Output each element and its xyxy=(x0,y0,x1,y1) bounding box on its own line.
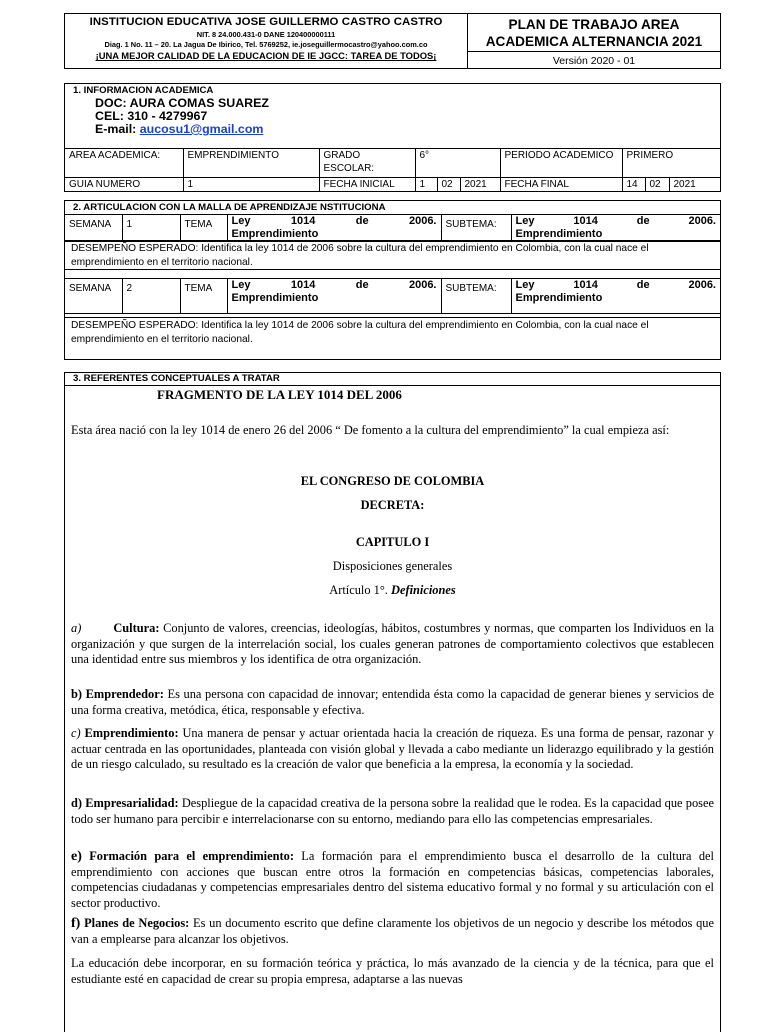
area-value: EMPRENDIMIENTO xyxy=(183,149,319,178)
guia-label: GUIA NUMERO xyxy=(65,178,183,193)
definition-term: Emprendimiento: xyxy=(80,726,179,740)
decreta-heading: DECRETA: xyxy=(360,498,425,512)
semana-label: SEMANA xyxy=(65,215,122,242)
academic-info-section xyxy=(64,83,721,192)
desempeno-week-2 xyxy=(65,317,720,359)
plan-title-line1: PLAN DE TRABAJO AREA xyxy=(508,17,680,32)
teacher-name: DOC: AURA COMAS SUAREZ xyxy=(95,96,269,110)
section-heading-text: 3. REFERENTES CONCEPTUALES A TRATAR xyxy=(73,373,280,384)
definition-e xyxy=(71,849,714,911)
tema-law-subject: Emprendimiento xyxy=(231,291,319,304)
academic-info-table xyxy=(65,148,720,192)
desempeno-label: DESEMPEÑO ESPERADO: xyxy=(71,320,199,331)
definition-d xyxy=(71,796,714,827)
tema-law-line: Ley 1014 de 2006. xyxy=(231,279,437,291)
subtema-law-subject: Emprendimiento xyxy=(515,291,603,304)
tema-value xyxy=(227,279,441,314)
version-label: Versión 2020 - 01 xyxy=(552,55,636,67)
fecha-final-label: FECHA FINAL xyxy=(500,178,622,193)
plan-title-line2: ACADEMICA ALTERNANCIA 2021 xyxy=(485,34,703,49)
institution-nit: NIT. 8 24.000.431-0 DANE 120400000111 xyxy=(196,30,336,39)
table-row xyxy=(65,279,720,314)
table-row xyxy=(65,178,720,193)
subtema-law-line: Ley 1014 de 2006. xyxy=(515,215,716,227)
teacher-phone: CEL: 310 - 4279967 xyxy=(95,109,208,123)
law-fragment-title: FRAGMENTO DE LA LEY 1014 DEL 2006 xyxy=(157,387,402,402)
section-heading xyxy=(65,373,720,386)
section-heading: 2. ARTICULACION CON LA MALLA DE APRENDIZAJE NSTITUCIONA xyxy=(73,202,386,213)
learning-articulation-section xyxy=(64,200,721,360)
definition-f xyxy=(71,916,714,947)
tema-label: TEMA xyxy=(180,215,227,242)
grado-label: GRADO ESCOLAR: xyxy=(319,149,415,178)
fecha-inicial-year: 2021 xyxy=(460,178,500,193)
definition-term: b) Emprendedor: xyxy=(71,687,164,701)
definition-letter: f) xyxy=(71,916,81,931)
institution-block xyxy=(65,14,468,68)
tema-law-subject: Emprendimiento xyxy=(231,227,319,240)
institution-address: Diag. 1 No. 11 – 20. La Jagua De Ibirico, Tel. 5769252, ie.joseguillermocastro@yahoo.com.co xyxy=(104,40,428,49)
subtema-law-line: Ley 1014 de 2006. xyxy=(515,279,716,291)
tema-value xyxy=(227,215,441,242)
subtema-label: SUBTEMA: xyxy=(441,279,511,314)
institution-name: INSTITUCION EDUCATIVA JOSE GUILLERMO CASTRO CASTRO xyxy=(89,16,443,28)
semana-label: SEMANA xyxy=(65,279,122,314)
definition-term: Formación para el emprendimiento: xyxy=(81,849,294,863)
definition-text: Conjunto de valores, creencias, ideologías, hábitos, costumbres y normas, que comparten los Individuos en la organización y que surgen de la interrelación social, los cuales generan patrones de comportamiento colectivos que establecen una identidad entre sus miembros y los identifica de otra organización. xyxy=(71,621,714,667)
desempeno-text: Identifica la ley 1014 de 2006 sobre la cultura del emprendimiento en Colombia, con la cual nace el emprendimiento en el territorio nacional. xyxy=(71,320,649,345)
week-2-table xyxy=(65,278,720,314)
definition-term: Planes de Negocios: xyxy=(80,916,190,930)
grado-value: 6° xyxy=(415,149,500,178)
closing-paragraph: La educación debe incorporar, en su formación teórica y práctica, lo más avanzado de la ciencia y de la técnica, para que el estudiante esté en capacidad de crear su propia empresa, adaptarse a las nuevas xyxy=(71,956,714,986)
section-heading: 1. INFORMACION ACADEMICA xyxy=(73,85,214,96)
plan-title xyxy=(468,14,720,52)
definition-letter: a) xyxy=(71,621,82,635)
tema-label: TEMA xyxy=(180,279,227,314)
semana-value: 1 xyxy=(122,215,180,242)
definition-letter: e) xyxy=(71,849,82,864)
email-label: E-mail: xyxy=(95,122,140,136)
document-header xyxy=(64,13,721,69)
desempeno-week-1 xyxy=(65,240,720,270)
definition-text: Es un documento escrito que define claramente los objetivos de un negocio y describe los métodos que van a emplearse para alcanzar los objetivos. xyxy=(71,916,714,946)
teacher-info xyxy=(95,97,269,136)
table-row xyxy=(65,149,720,178)
definition-text: La formación para el emprendimiento busca el desarrollo de la cultura del emprendimiento con acciones que buscan entre otros la formación en competencias básicas, competencias laborales, competencias ciudadanas y competencias empresariales dentro del sistema educativo formal y no formal y su articulación con el sector productivo. xyxy=(71,849,714,910)
articulo-heading xyxy=(65,583,720,598)
capitulo-heading: CAPITULO I xyxy=(355,535,430,549)
congreso-heading: EL CONGRESO DE COLOMBIA xyxy=(300,474,485,488)
fecha-inicial-month: 02 xyxy=(437,178,460,193)
subtema-value xyxy=(511,215,720,242)
guia-value: 1 xyxy=(183,178,319,193)
articulo-number: Artículo 1°. xyxy=(329,583,388,597)
definition-text: Despliegue de la capacidad creativa de la persona sobre la realidad que le rodea. Es la capacidad que posee todo ser humano para percibir e interrelacionarse con su entorno, mediando para ello las competencias empresariales. xyxy=(71,796,714,826)
fecha-final-month: 02 xyxy=(645,178,669,193)
table-row xyxy=(65,215,720,242)
institution-motto: ¡UNA MEJOR CALIDAD DE LA EDUCACION DE IE JGCC: TAREA DE TODOS¡ xyxy=(95,50,437,61)
subtema-label: SUBTEMA: xyxy=(441,215,511,242)
definition-c xyxy=(71,726,714,773)
desempeno-label: DESEMPEÑO ESPERADO: xyxy=(71,243,199,254)
definition-term: d) Empresarialidad: xyxy=(71,796,179,810)
teacher-email-line xyxy=(95,123,269,136)
definition-text: Es una persona con capacidad de innovar; entendida ésta como la capacidad de generar bienes y servicios de una forma creativa, metódica, ética, responsable y efectiva. xyxy=(71,687,714,717)
fecha-final-year: 2021 xyxy=(669,178,720,193)
subtema-law-subject: Emprendimiento xyxy=(515,227,603,240)
definition-term: Cultura: xyxy=(113,621,160,635)
tema-law-line: Ley 1014 de 2006. xyxy=(231,215,437,227)
fecha-final-day: 14 xyxy=(622,178,645,193)
area-label: AREA ACADEMICA: xyxy=(65,149,183,178)
semana-value: 2 xyxy=(122,279,180,314)
definition-a xyxy=(71,621,714,668)
subtema-value xyxy=(511,279,720,314)
periodo-value: PRIMERO xyxy=(622,149,720,178)
definition-b xyxy=(71,687,714,718)
conceptual-references-section xyxy=(64,372,721,1032)
articulo-name: Definiciones xyxy=(387,583,456,597)
week-1-table xyxy=(65,214,720,242)
periodo-label: PERIODO ACADEMICO xyxy=(500,149,622,178)
fecha-inicial-label: FECHA INICIAL xyxy=(319,178,415,193)
fecha-inicial-day: 1 xyxy=(415,178,437,193)
disposiciones-heading: Disposiciones generales xyxy=(332,559,453,573)
intro-paragraph: Esta área nació con la ley 1014 de enero 26 del 2006 “ De fomento a la cultura del emprendimiento” la cual empieza así: xyxy=(71,423,670,437)
definition-letter: c) xyxy=(71,726,81,740)
teacher-email-link[interactable]: aucosu1@gmail.com xyxy=(139,122,264,136)
definition-text: Una manera de pensar y actuar orientada hacia la creación de riqueza. Es una forma de pensar, razonar y actuar centrada en las oportunidades, planteada con visión global y llevada a cabo mediante un liderazgo equilibrado y la gestión de un riesgo calculado, su resultado es la creación de valor que beneficia a la empresa, la economía y la sociedad. xyxy=(71,726,714,772)
desempeno-text: Identifica la ley 1014 de 2006 sobre la cultura del emprendimiento en Colombia, con la cual nace el emprendimiento en el territorio nacional. xyxy=(71,243,649,268)
